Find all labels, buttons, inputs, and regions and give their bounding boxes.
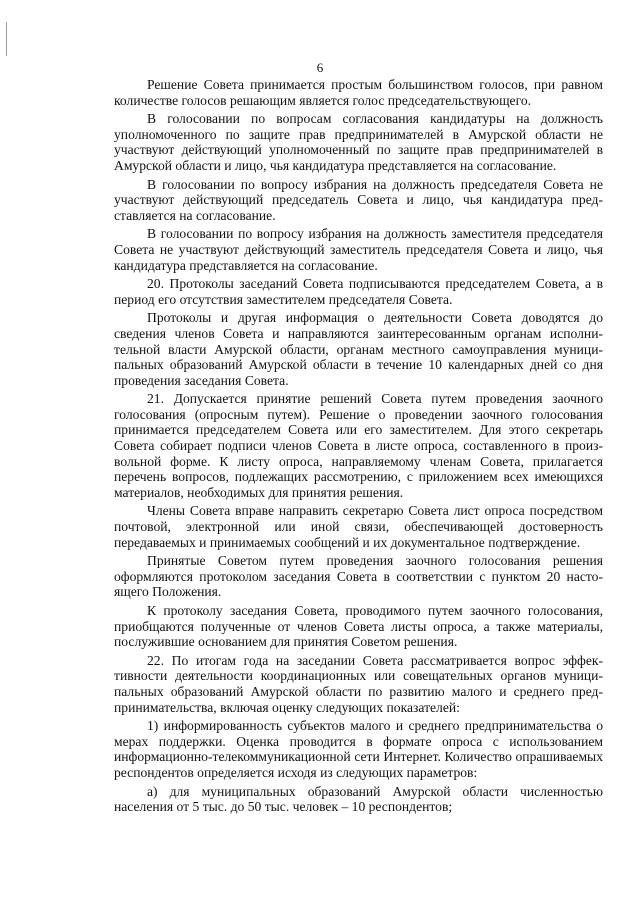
- paragraph: В голосовании по вопросу избрания на должность председателя Совета не участвуют действующий председатель Совета и лицо, чья кандидатура представляется на согласование.: [114, 176, 603, 223]
- paragraph: 1) информированность субъектов малого и среднего предпринимательства о мерах поддержки. Оценка проводится в формате опроса с использованием информационно-телекоммуникационной сети Интернет. Количество опрашиваемых респондентов определяется исходя из следующих параметров:: [114, 718, 603, 780]
- paragraph: 21. Допускается принятие решений Совета путем проведения заочного голосования (опросным путем). Решение о проведении заочного голосования принимается председателем Совета или его заместителем. Для этого секретарь Совета собирает подписи членов Совета в листе опроса, составленного в произвольной форме. К листу опроса, направляемому членам Совета, прилагается перечень вопросов, подлежащих рассмотрению, с приложением всех имеющихся материалов, необходимых для принятия решения.: [114, 391, 603, 500]
- paragraph: а) для муниципальных образований Амурской области численностью населения от 5 тыс. до 50 тыс. человек – 10 респондентов;: [114, 783, 603, 815]
- paragraph: 22. По итогам года на заседании Совета рассматривается вопрос эффективности деятельности координационных или совещательных органов муниципальных образований Амурской области по развитию малого и среднего предпринимательства, включая оценку следующих показателей:: [114, 652, 603, 715]
- paragraph: Протоколы и другая информация о деятельности Совета доводятся до сведения членов Совета и направляются заинтересованным органам исполнительной власти Амурской области, органам местного самоуправления муниципальных образований Амурской области в течение 10 календарных дней со дня проведения заседания Совета.: [114, 310, 603, 388]
- paragraph: В голосовании по вопросам согласования кандидатуры на должность уполномоченного по защите прав предпринимателей в Амурской области не участвуют действующий уполномоченный по защите прав предпринимателей в Амурской области и лицо, чья кандидатура представляется на согласование.: [114, 111, 603, 173]
- paragraph: Члены Совета вправе направить секретарю Совета лист опроса посредством почтовой, электронной или иной связи, обеспечивающей достоверность передаваемых и принимаемых сообщений и их документальное подтверждение.: [114, 503, 603, 550]
- paragraph: Принятые Советом путем проведения заочного голосования решения оформляются протоколом заседания Совета в соответствии с пунктом 20 настоящего Положения.: [114, 553, 603, 600]
- paragraph: В голосовании по вопросу избрания на должность заместителя председателя Совета не участвуют действующий заместитель председателя Совета и лицо, чья кандидатура представляется на согласование.: [114, 226, 603, 273]
- paragraph: 20. Протоколы заседаний Совета подписываются председателем Совета, а в период его отсутствия заместителем председателя Совета.: [114, 276, 603, 307]
- scan-edge-mark: [6, 22, 7, 56]
- document-body: [114, 77, 603, 818]
- paragraph: Решение Совета принимается простым большинством голосов, при равном количестве голосов решающим является голос председательствующего.: [114, 77, 603, 108]
- paragraph: К протоколу заседания Совета, проводимого путем заочного голосования, приобщаются полученные от членов Совета листы опроса, а также материалы, послужившие основанием для принятия Советом решения.: [114, 603, 603, 650]
- page-number: 6: [316, 60, 324, 75]
